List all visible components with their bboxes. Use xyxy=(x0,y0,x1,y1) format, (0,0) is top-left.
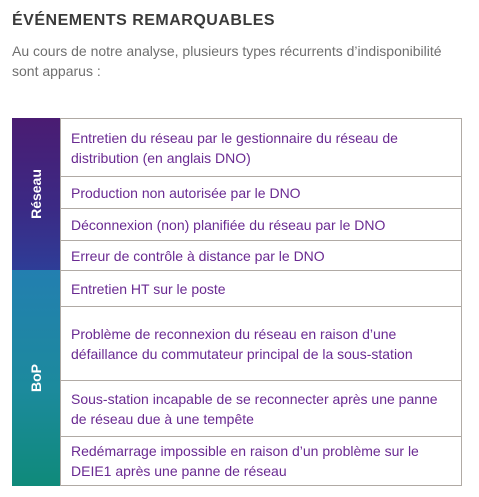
group-band-reseau xyxy=(12,118,60,270)
page-title: ÉVÉNEMENTS REMARQUABLES xyxy=(12,12,276,29)
group-label-reseau: Réseau xyxy=(28,169,44,219)
table-row: Entretien du réseau par le gestionnaire du réseau de distribution (en anglais DNO) xyxy=(60,118,462,176)
table-row: Production non autorisée par le DNO xyxy=(60,176,462,208)
table-row: Erreur de contrôle à distance par le DNO xyxy=(60,240,462,270)
group-label-bop: BoP xyxy=(28,364,44,392)
table-row: Sous-station incapable de se reconnecter après une panne de réseau due à une tempête xyxy=(60,380,462,436)
table-row: Entretien HT sur le poste xyxy=(60,270,462,306)
group-band-bop xyxy=(12,270,60,486)
table-row: Problème de reconnexion du réseau en raison d’une défaillance du commutateur principal de la sous-station xyxy=(60,306,462,380)
table-row: Déconnexion (non) planifiée du réseau par le DNO xyxy=(60,208,462,240)
intro-text: Au cours de notre analyse, plusieurs types récurrents d’indisponibilité sont apparus : xyxy=(12,43,442,79)
events-table xyxy=(12,118,462,486)
table-row: Redémarrage impossible en raison d’un problème sur le DEIE1 après une panne de réseau xyxy=(60,436,462,486)
